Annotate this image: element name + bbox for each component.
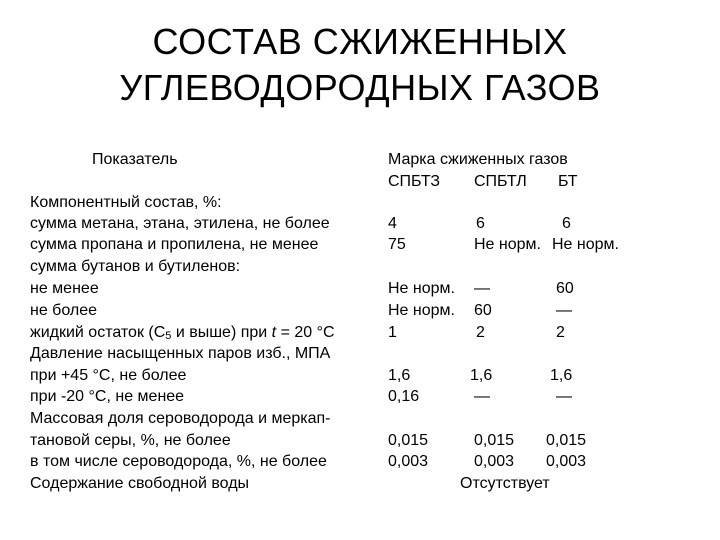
- row-label: в том числе сероводорода, %, не более: [30, 453, 327, 470]
- value-spbtz: Не норм.: [388, 280, 455, 297]
- brand-spbtl: СПБТЛ: [474, 173, 527, 190]
- brand-bt: БТ: [558, 173, 578, 190]
- label-part: = 20 °С: [276, 324, 335, 341]
- value-spbtz: 1: [388, 324, 397, 341]
- row-label: не более: [30, 302, 98, 319]
- value-bt: —: [556, 388, 572, 405]
- label-part: и выше) при: [171, 324, 272, 341]
- value-spbtl: 1,6: [470, 367, 493, 384]
- row-label: не менее: [30, 280, 99, 297]
- column-header-indicator: Показатель: [92, 151, 178, 168]
- value-spbtz: 0,003: [388, 453, 429, 470]
- column-header-brand: Марка сжиженных газов: [388, 151, 568, 168]
- value-spbtl: 2: [476, 324, 485, 341]
- value-bt: 0,003: [546, 453, 587, 470]
- value-bt: Не норм.: [552, 236, 619, 253]
- row-label-liquid-residue: [30, 323, 335, 344]
- value-spbtl: —: [474, 280, 490, 297]
- row-label: при -20 °С, не менее: [30, 388, 185, 405]
- value-spbtz: 1,6: [388, 367, 411, 384]
- row-label: сумма бутанов и бутиленов:: [30, 258, 241, 275]
- value-spbtl: 6: [476, 215, 485, 232]
- value-bt: 1,6: [550, 367, 573, 384]
- value-all-brands: Отсутствует: [460, 475, 550, 492]
- row-label: Компонентный состав, %:: [30, 194, 222, 211]
- value-spbtl: Не норм.: [474, 236, 541, 253]
- value-bt: 60: [556, 280, 574, 297]
- value-spbtz: 75: [388, 236, 406, 253]
- row-label: Содержание свободной воды: [30, 475, 250, 492]
- brand-spbtz: СПБТЗ: [388, 173, 441, 190]
- label-italic-t: t: [271, 324, 277, 341]
- value-spbtz: 4: [388, 215, 397, 232]
- value-bt: 2: [556, 324, 565, 341]
- value-spbtz: 0,015: [388, 432, 429, 449]
- row-label: Массовая доля сероводорода и меркап-: [30, 410, 331, 427]
- row-label: сумма метана, этана, этилена, не более: [30, 215, 330, 232]
- value-spbtl: 0,003: [474, 453, 515, 470]
- label-part: жидкий остаток (С: [30, 324, 166, 341]
- row-label: при +45 °С, не более: [30, 367, 187, 384]
- title-line-2: УГЛЕВОДОРОДНЫХ ГАЗОВ: [119, 67, 601, 108]
- value-spbtz: Не норм.: [388, 302, 455, 319]
- value-spbtl: 60: [474, 302, 492, 319]
- value-bt: 0,015: [546, 432, 587, 449]
- row-label: сумма пропана и пропилена, не менее: [30, 236, 319, 253]
- value-spbtz: 0,16: [388, 388, 420, 405]
- value-spbtl: —: [474, 388, 490, 405]
- row-label: тановой серы, %, не более: [30, 432, 231, 449]
- value-bt: —: [556, 302, 572, 319]
- value-bt: 6: [562, 215, 571, 232]
- value-spbtl: 0,015: [474, 432, 515, 449]
- title-line-1: СОСТАВ СЖИЖЕННЫХ: [152, 21, 568, 62]
- row-label: Давление насыщенных паров изб., МПА: [30, 345, 331, 362]
- label-subscript: 5: [165, 330, 172, 342]
